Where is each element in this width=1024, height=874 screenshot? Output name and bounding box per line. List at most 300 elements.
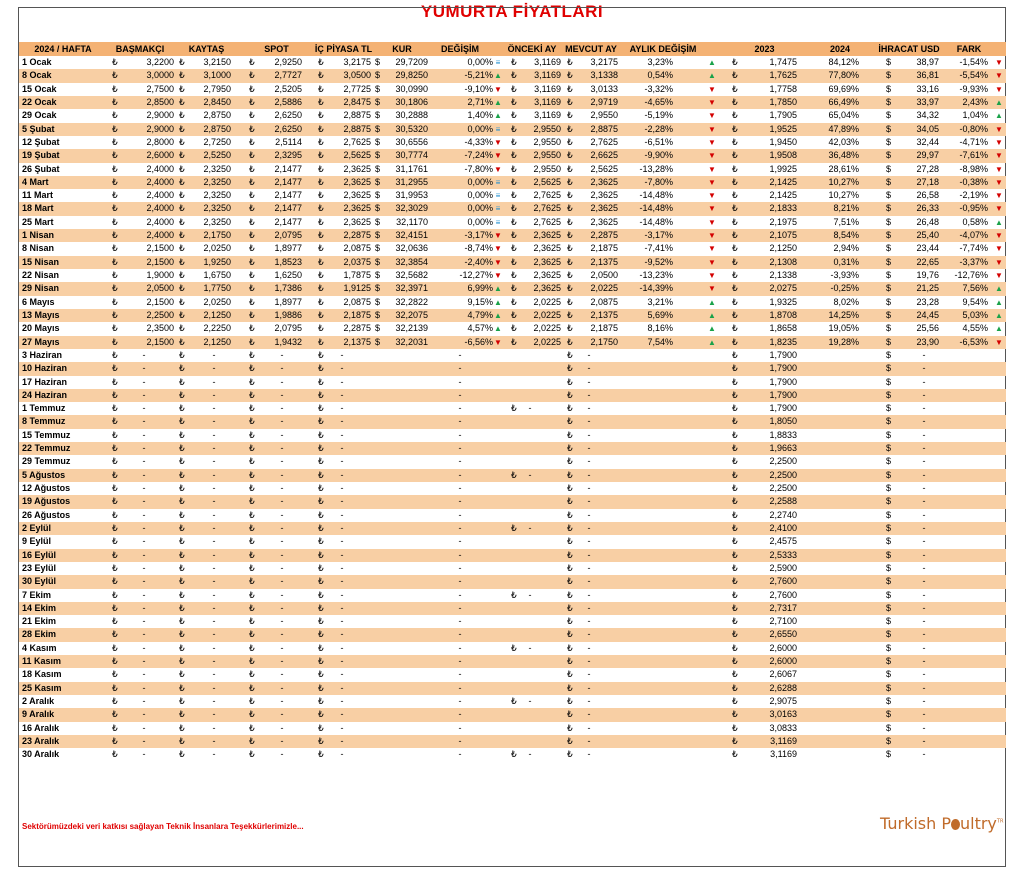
currency-tl: ₺: [567, 403, 573, 414]
aylik-degisim-value: -14,48%: [639, 203, 673, 214]
week-label: 16 Aralık: [22, 722, 60, 733]
year-2023-value: 2,9075: [769, 696, 797, 706]
empty-dash: -: [587, 735, 591, 746]
basmakci-value: 2,9000: [146, 123, 174, 134]
currency-tl: ₺: [112, 336, 118, 347]
empty-dash: -: [458, 389, 462, 400]
mevcut-ay-value: 2,1875: [590, 243, 618, 254]
empty-dash: -: [212, 496, 216, 507]
currency-tl: ₺: [732, 123, 738, 134]
currency-tl: ₺: [112, 57, 118, 67]
empty-dash: -: [922, 749, 926, 760]
empty-dash: -: [280, 735, 284, 746]
degisim-trend-icon: ≡: [495, 204, 501, 214]
onceki-ay-value: 2,7625: [533, 190, 561, 201]
currency-tl: ₺: [249, 456, 255, 467]
week-label: 22 Ocak: [22, 96, 57, 107]
aylik-degisim-value: -13,23%: [639, 270, 673, 280]
basmakci-value: 2,4000: [146, 203, 174, 214]
currency-tl: ₺: [567, 589, 573, 600]
onceki-ay-value: 2,3625: [533, 270, 561, 280]
ic-piyasa-value: 2,8475: [343, 96, 371, 107]
table-row: [19, 535, 1006, 548]
year-2024-change: 19,05%: [828, 323, 859, 334]
mevcut-ay-value: 2,1875: [590, 323, 618, 334]
degisim-trend-icon: ≡: [495, 58, 501, 67]
fark-value: -5,54%: [959, 70, 988, 81]
currency-tl: ₺: [511, 336, 517, 347]
aylik-degisim-value: 3,21%: [647, 296, 673, 307]
currency-tl: ₺: [249, 283, 255, 294]
currency-tl: ₺: [511, 283, 517, 294]
degisim-value: -12,27%: [459, 270, 493, 280]
table-row: [19, 708, 1006, 721]
currency-tl: ₺: [249, 110, 255, 121]
table-row: [19, 589, 1006, 602]
empty-dash: -: [212, 403, 216, 414]
currency-tl: ₺: [179, 123, 185, 134]
currency-usd: $: [886, 96, 892, 107]
degisim-trend-icon: ≡: [495, 177, 501, 187]
spot-value: 2,1477: [274, 163, 302, 174]
currency-tl: ₺: [318, 216, 324, 227]
mevcut-ay-value: 2,3625: [590, 203, 618, 214]
currency-tl: ₺: [318, 363, 324, 374]
empty-dash: -: [340, 522, 344, 533]
degisim-value: -3,17%: [464, 230, 493, 241]
currency-tl: ₺: [179, 389, 185, 400]
year-2023-value: 2,1250: [769, 243, 797, 254]
currency-tl: ₺: [179, 256, 185, 267]
currency-tl: ₺: [567, 256, 573, 267]
ic-piyasa-value: 2,7625: [343, 136, 371, 147]
currency-tl: ₺: [511, 403, 517, 414]
week-label: 26 Ağustos: [22, 509, 71, 520]
currency-tl: ₺: [318, 163, 324, 174]
kur-value: 30,1806: [395, 96, 428, 107]
table-row: [19, 256, 1006, 269]
currency-usd: $: [375, 190, 381, 201]
table-row: [19, 602, 1006, 615]
column-header: SPOT: [264, 44, 289, 54]
currency-tl: ₺: [567, 123, 573, 134]
empty-dash: -: [922, 549, 926, 560]
aylik-degisim-value: -7,41%: [644, 243, 673, 254]
kaytas-value: 2,7250: [203, 136, 231, 147]
currency-tl: ₺: [249, 562, 255, 573]
currency-tl: ₺: [318, 57, 324, 67]
currency-usd: $: [886, 270, 892, 280]
week-label: 9 Eylül: [22, 536, 52, 547]
empty-dash: -: [280, 416, 284, 427]
currency-tl: ₺: [318, 682, 324, 693]
year-2023-value: 1,8235: [769, 336, 797, 347]
empty-dash: -: [340, 722, 344, 733]
table-row: [19, 402, 1006, 415]
empty-dash: -: [212, 509, 216, 520]
aylik-trend-icon: ▼: [708, 177, 716, 187]
currency-tl: ₺: [112, 443, 118, 454]
ic-piyasa-value: 2,1375: [343, 336, 371, 347]
basmakci-value: 2,8000: [146, 136, 174, 147]
onceki-ay-value: 2,3625: [533, 256, 561, 267]
currency-tl: ₺: [249, 123, 255, 134]
currency-tl: ₺: [318, 123, 324, 134]
fark-value: 0,58%: [962, 216, 988, 227]
currency-tl: ₺: [732, 389, 738, 400]
currency-tl: ₺: [318, 256, 324, 267]
table-row: [19, 655, 1006, 668]
empty-dash: -: [280, 536, 284, 547]
mevcut-ay-value: 2,0875: [590, 296, 618, 307]
currency-tl: ₺: [112, 522, 118, 533]
table-row: [19, 682, 1006, 695]
kaytas-value: 2,3250: [203, 163, 231, 174]
currency-usd: $: [375, 309, 381, 320]
currency-tl: ₺: [567, 270, 573, 280]
year-2023-value: 1,7900: [769, 363, 797, 374]
logo-text-b: ultry: [959, 814, 997, 833]
currency-tl: ₺: [179, 496, 185, 507]
kur-value: 29,8250: [395, 70, 428, 81]
empty-dash: -: [280, 522, 284, 533]
year-2023-value: 2,5333: [769, 549, 797, 560]
year-2024-change: 7,51%: [833, 216, 859, 227]
fark-trend-icon: ▲: [995, 284, 1003, 294]
aylik-trend-icon: ▼: [708, 217, 716, 227]
spot-value: 2,7727: [274, 70, 302, 81]
week-label: 27 Mayıs: [22, 336, 60, 347]
degisim-value: -4,33%: [464, 136, 493, 147]
currency-tl: ₺: [511, 696, 517, 706]
currency-usd: $: [886, 536, 892, 547]
currency-tl: ₺: [567, 150, 573, 161]
year-2023-value: 2,2500: [769, 483, 797, 493]
week-label: 2 Aralık: [22, 696, 55, 706]
currency-tl: ₺: [112, 669, 118, 680]
degisim-value: 6,99%: [467, 283, 493, 294]
empty-dash: -: [922, 403, 926, 414]
currency-usd: $: [886, 642, 892, 653]
empty-dash: -: [280, 509, 284, 520]
currency-tl: ₺: [732, 483, 738, 493]
empty-dash: -: [340, 749, 344, 760]
column-header: İÇ PİYASA TL: [314, 44, 373, 54]
fark-trend-icon: ▼: [995, 151, 1003, 161]
aylik-degisim-value: -6,51%: [644, 136, 673, 147]
onceki-ay-value: 2,3625: [533, 283, 561, 294]
currency-tl: ₺: [318, 443, 324, 454]
empty-dash: -: [587, 509, 591, 520]
empty-dash: -: [340, 376, 344, 387]
empty-dash: -: [587, 483, 591, 493]
aylik-trend-icon: ▼: [708, 151, 716, 161]
week-label: 2 Eylül: [22, 522, 52, 533]
currency-tl: ₺: [179, 536, 185, 547]
currency-tl: ₺: [732, 536, 738, 547]
week-label: 15 Temmuz: [22, 429, 71, 440]
year-2024-change: 69,69%: [828, 83, 859, 94]
basmakci-value: 2,7500: [146, 83, 174, 94]
degisim-value: 0,00%: [467, 123, 493, 134]
currency-tl: ₺: [567, 83, 573, 94]
onceki-ay-value: 3,1169: [534, 110, 561, 121]
currency-tl: ₺: [318, 309, 324, 320]
empty-dash: -: [142, 522, 146, 533]
empty-dash: -: [587, 469, 591, 480]
onceki-ay-value: 2,0225: [533, 296, 561, 307]
empty-dash: -: [142, 536, 146, 547]
currency-usd: $: [886, 123, 892, 134]
currency-tl: ₺: [318, 562, 324, 573]
currency-usd: $: [886, 483, 892, 493]
onceki-ay-value: 2,9550: [533, 123, 561, 134]
currency-usd: $: [886, 416, 892, 427]
currency-usd: $: [886, 176, 892, 187]
empty-dash: -: [142, 616, 146, 627]
currency-tl: ₺: [318, 696, 324, 706]
basmakci-value: 2,4000: [146, 230, 174, 241]
fark-trend-icon: ▲: [995, 310, 1003, 320]
currency-tl: ₺: [318, 296, 324, 307]
empty-dash: -: [142, 509, 146, 520]
currency-usd: $: [375, 96, 381, 107]
kur-value: 32,3971: [395, 283, 428, 294]
currency-tl: ₺: [732, 669, 738, 680]
currency-usd: $: [886, 735, 892, 746]
year-2023-value: 2,6288: [769, 682, 797, 693]
currency-tl: ₺: [511, 230, 517, 241]
column-header: 2024: [829, 44, 851, 54]
currency-tl: ₺: [249, 682, 255, 693]
currency-tl: ₺: [179, 150, 185, 161]
currency-tl: ₺: [732, 562, 738, 573]
table-row: [19, 216, 1006, 229]
table-row: [19, 615, 1006, 628]
currency-tl: ₺: [732, 709, 738, 720]
currency-tl: ₺: [179, 70, 185, 81]
week-label: 21 Ekim: [22, 616, 57, 627]
fark-value: -0,38%: [959, 176, 988, 187]
degisim-trend-icon: ≡: [495, 124, 501, 134]
empty-dash: -: [458, 536, 462, 547]
currency-tl: ₺: [112, 70, 118, 81]
fark-value: -7,61%: [959, 150, 988, 161]
empty-dash: -: [142, 496, 146, 507]
currency-tl: ₺: [318, 629, 324, 640]
kur-value: 30,0990: [395, 83, 428, 94]
currency-tl: ₺: [249, 656, 255, 667]
ihracat-usd-value: 23,90: [916, 336, 939, 347]
week-label: 18 Mart: [22, 203, 54, 214]
year-2023-value: 2,1338: [769, 270, 797, 280]
mevcut-ay-value: 2,5625: [590, 163, 618, 174]
currency-tl: ₺: [511, 57, 517, 67]
empty-dash: -: [142, 696, 146, 706]
year-2023-value: 2,1308: [769, 256, 797, 267]
empty-dash: -: [458, 602, 462, 613]
week-label: 24 Haziran: [22, 389, 68, 400]
currency-tl: ₺: [179, 696, 185, 706]
empty-dash: -: [587, 576, 591, 587]
currency-tl: ₺: [112, 589, 118, 600]
currency-tl: ₺: [318, 536, 324, 547]
currency-tl: ₺: [511, 203, 517, 214]
currency-usd: $: [886, 110, 892, 121]
currency-tl: ₺: [112, 629, 118, 640]
mevcut-ay-value: 2,8875: [590, 123, 618, 134]
currency-tl: ₺: [567, 176, 573, 187]
ihracat-usd-value: 33,16: [916, 83, 939, 94]
currency-tl: ₺: [318, 416, 324, 427]
currency-tl: ₺: [511, 642, 517, 653]
currency-tl: ₺: [732, 416, 738, 427]
week-label: 14 Ekim: [22, 602, 57, 613]
aylik-degisim-value: -4,65%: [644, 96, 673, 107]
table-row: [19, 376, 1006, 389]
table-row: [19, 522, 1006, 535]
currency-tl: ₺: [567, 709, 573, 720]
empty-dash: -: [922, 656, 926, 667]
kur-value: 30,6556: [395, 136, 428, 147]
empty-dash: -: [587, 669, 591, 680]
empty-dash: -: [142, 376, 146, 387]
currency-tl: ₺: [567, 669, 573, 680]
week-label: 17 Haziran: [22, 376, 68, 387]
fark-trend-icon: ▼: [995, 58, 1003, 67]
ihracat-usd-value: 26,48: [916, 216, 939, 227]
degisim-trend-icon: ▼: [494, 151, 502, 161]
empty-dash: -: [458, 576, 462, 587]
table-row: [19, 123, 1006, 136]
week-label: 4 Mart: [22, 176, 49, 187]
currency-tl: ₺: [179, 349, 185, 360]
empty-dash: -: [340, 696, 344, 706]
currency-tl: ₺: [511, 256, 517, 267]
fark-value: 2,43%: [962, 96, 988, 107]
empty-dash: -: [340, 735, 344, 746]
week-label: 29 Temmuz: [22, 456, 71, 467]
currency-tl: ₺: [567, 616, 573, 627]
spot-value: 2,5205: [274, 83, 302, 94]
onceki-ay-value: 3,1169: [534, 83, 561, 94]
empty-dash: -: [280, 696, 284, 706]
currency-tl: ₺: [567, 163, 573, 174]
empty-dash: -: [587, 536, 591, 547]
currency-tl: ₺: [249, 270, 255, 280]
year-2023-value: 1,9325: [769, 296, 797, 307]
currency-tl: ₺: [249, 216, 255, 227]
table-row: [19, 549, 1006, 562]
currency-tl: ₺: [179, 57, 185, 67]
currency-tl: ₺: [511, 163, 517, 174]
empty-dash: -: [458, 456, 462, 467]
year-2023-value: 1,7900: [769, 349, 797, 360]
currency-tl: ₺: [511, 469, 517, 480]
empty-dash: -: [142, 549, 146, 560]
year-2023-value: 2,7600: [769, 576, 797, 587]
empty-dash: -: [142, 363, 146, 374]
currency-tl: ₺: [732, 722, 738, 733]
week-label: 4 Kasım: [22, 642, 57, 653]
currency-tl: ₺: [511, 296, 517, 307]
currency-tl: ₺: [179, 163, 185, 174]
currency-tl: ₺: [567, 722, 573, 733]
table-row: [19, 83, 1006, 96]
currency-tl: ₺: [567, 469, 573, 480]
aylik-degisim-value: 5,69%: [647, 309, 673, 320]
currency-tl: ₺: [732, 576, 738, 587]
empty-dash: -: [458, 363, 462, 374]
currency-usd: $: [886, 669, 892, 680]
currency-tl: ₺: [511, 589, 517, 600]
kaytas-value: 2,3250: [203, 216, 231, 227]
currency-tl: ₺: [179, 110, 185, 121]
currency-usd: $: [375, 136, 381, 147]
year-2024-change: 0,31%: [833, 256, 859, 267]
currency-tl: ₺: [732, 629, 738, 640]
ic-piyasa-value: 2,0875: [343, 296, 371, 307]
table-row: [19, 455, 1006, 468]
empty-dash: -: [528, 589, 532, 600]
currency-tl: ₺: [318, 203, 324, 214]
basmakci-value: 2,9000: [146, 110, 174, 121]
empty-dash: -: [458, 349, 462, 360]
empty-dash: -: [458, 469, 462, 480]
onceki-ay-value: 2,5625: [533, 176, 561, 187]
currency-tl: ₺: [732, 642, 738, 653]
currency-tl: ₺: [732, 163, 738, 174]
currency-tl: ₺: [112, 150, 118, 161]
aylik-degisim-value: 0,54%: [647, 70, 673, 81]
ihracat-usd-value: 25,40: [916, 230, 939, 241]
currency-tl: ₺: [112, 696, 118, 706]
currency-tl: ₺: [112, 309, 118, 320]
table-row: [19, 695, 1006, 708]
week-label: 30 Aralık: [22, 749, 60, 760]
fark-trend-icon: ▼: [995, 137, 1003, 147]
fark-trend-icon: ▲: [995, 217, 1003, 227]
year-2023-value: 3,1169: [770, 735, 797, 746]
currency-tl: ₺: [318, 176, 324, 187]
fark-trend-icon: ▼: [995, 177, 1003, 187]
currency-tl: ₺: [318, 709, 324, 720]
empty-dash: -: [458, 709, 462, 720]
ic-piyasa-value: 2,2875: [343, 230, 371, 241]
turkish-poultry-logo: [880, 814, 1003, 833]
empty-dash: -: [142, 576, 146, 587]
empty-dash: -: [458, 416, 462, 427]
degisim-value: 2,71%: [467, 96, 493, 107]
currency-tl: ₺: [249, 483, 255, 493]
currency-tl: ₺: [249, 549, 255, 560]
currency-tl: ₺: [249, 509, 255, 520]
spot-value: 2,6250: [274, 110, 302, 121]
table-row: [19, 748, 1006, 761]
spot-value: 2,0795: [274, 323, 302, 334]
fark-trend-icon: ▼: [995, 164, 1003, 174]
year-2024-change: 8,21%: [833, 203, 859, 214]
year-2024-change: 36,48%: [828, 150, 859, 161]
year-2023-value: 2,5900: [769, 562, 797, 573]
currency-tl: ₺: [249, 163, 255, 174]
currency-tl: ₺: [732, 110, 738, 121]
year-2024-change: 65,04%: [828, 110, 859, 121]
aylik-degisim-value: 8,16%: [647, 323, 673, 334]
week-label: 6 Mayıs: [22, 296, 55, 307]
empty-dash: -: [340, 549, 344, 560]
empty-dash: -: [587, 616, 591, 627]
